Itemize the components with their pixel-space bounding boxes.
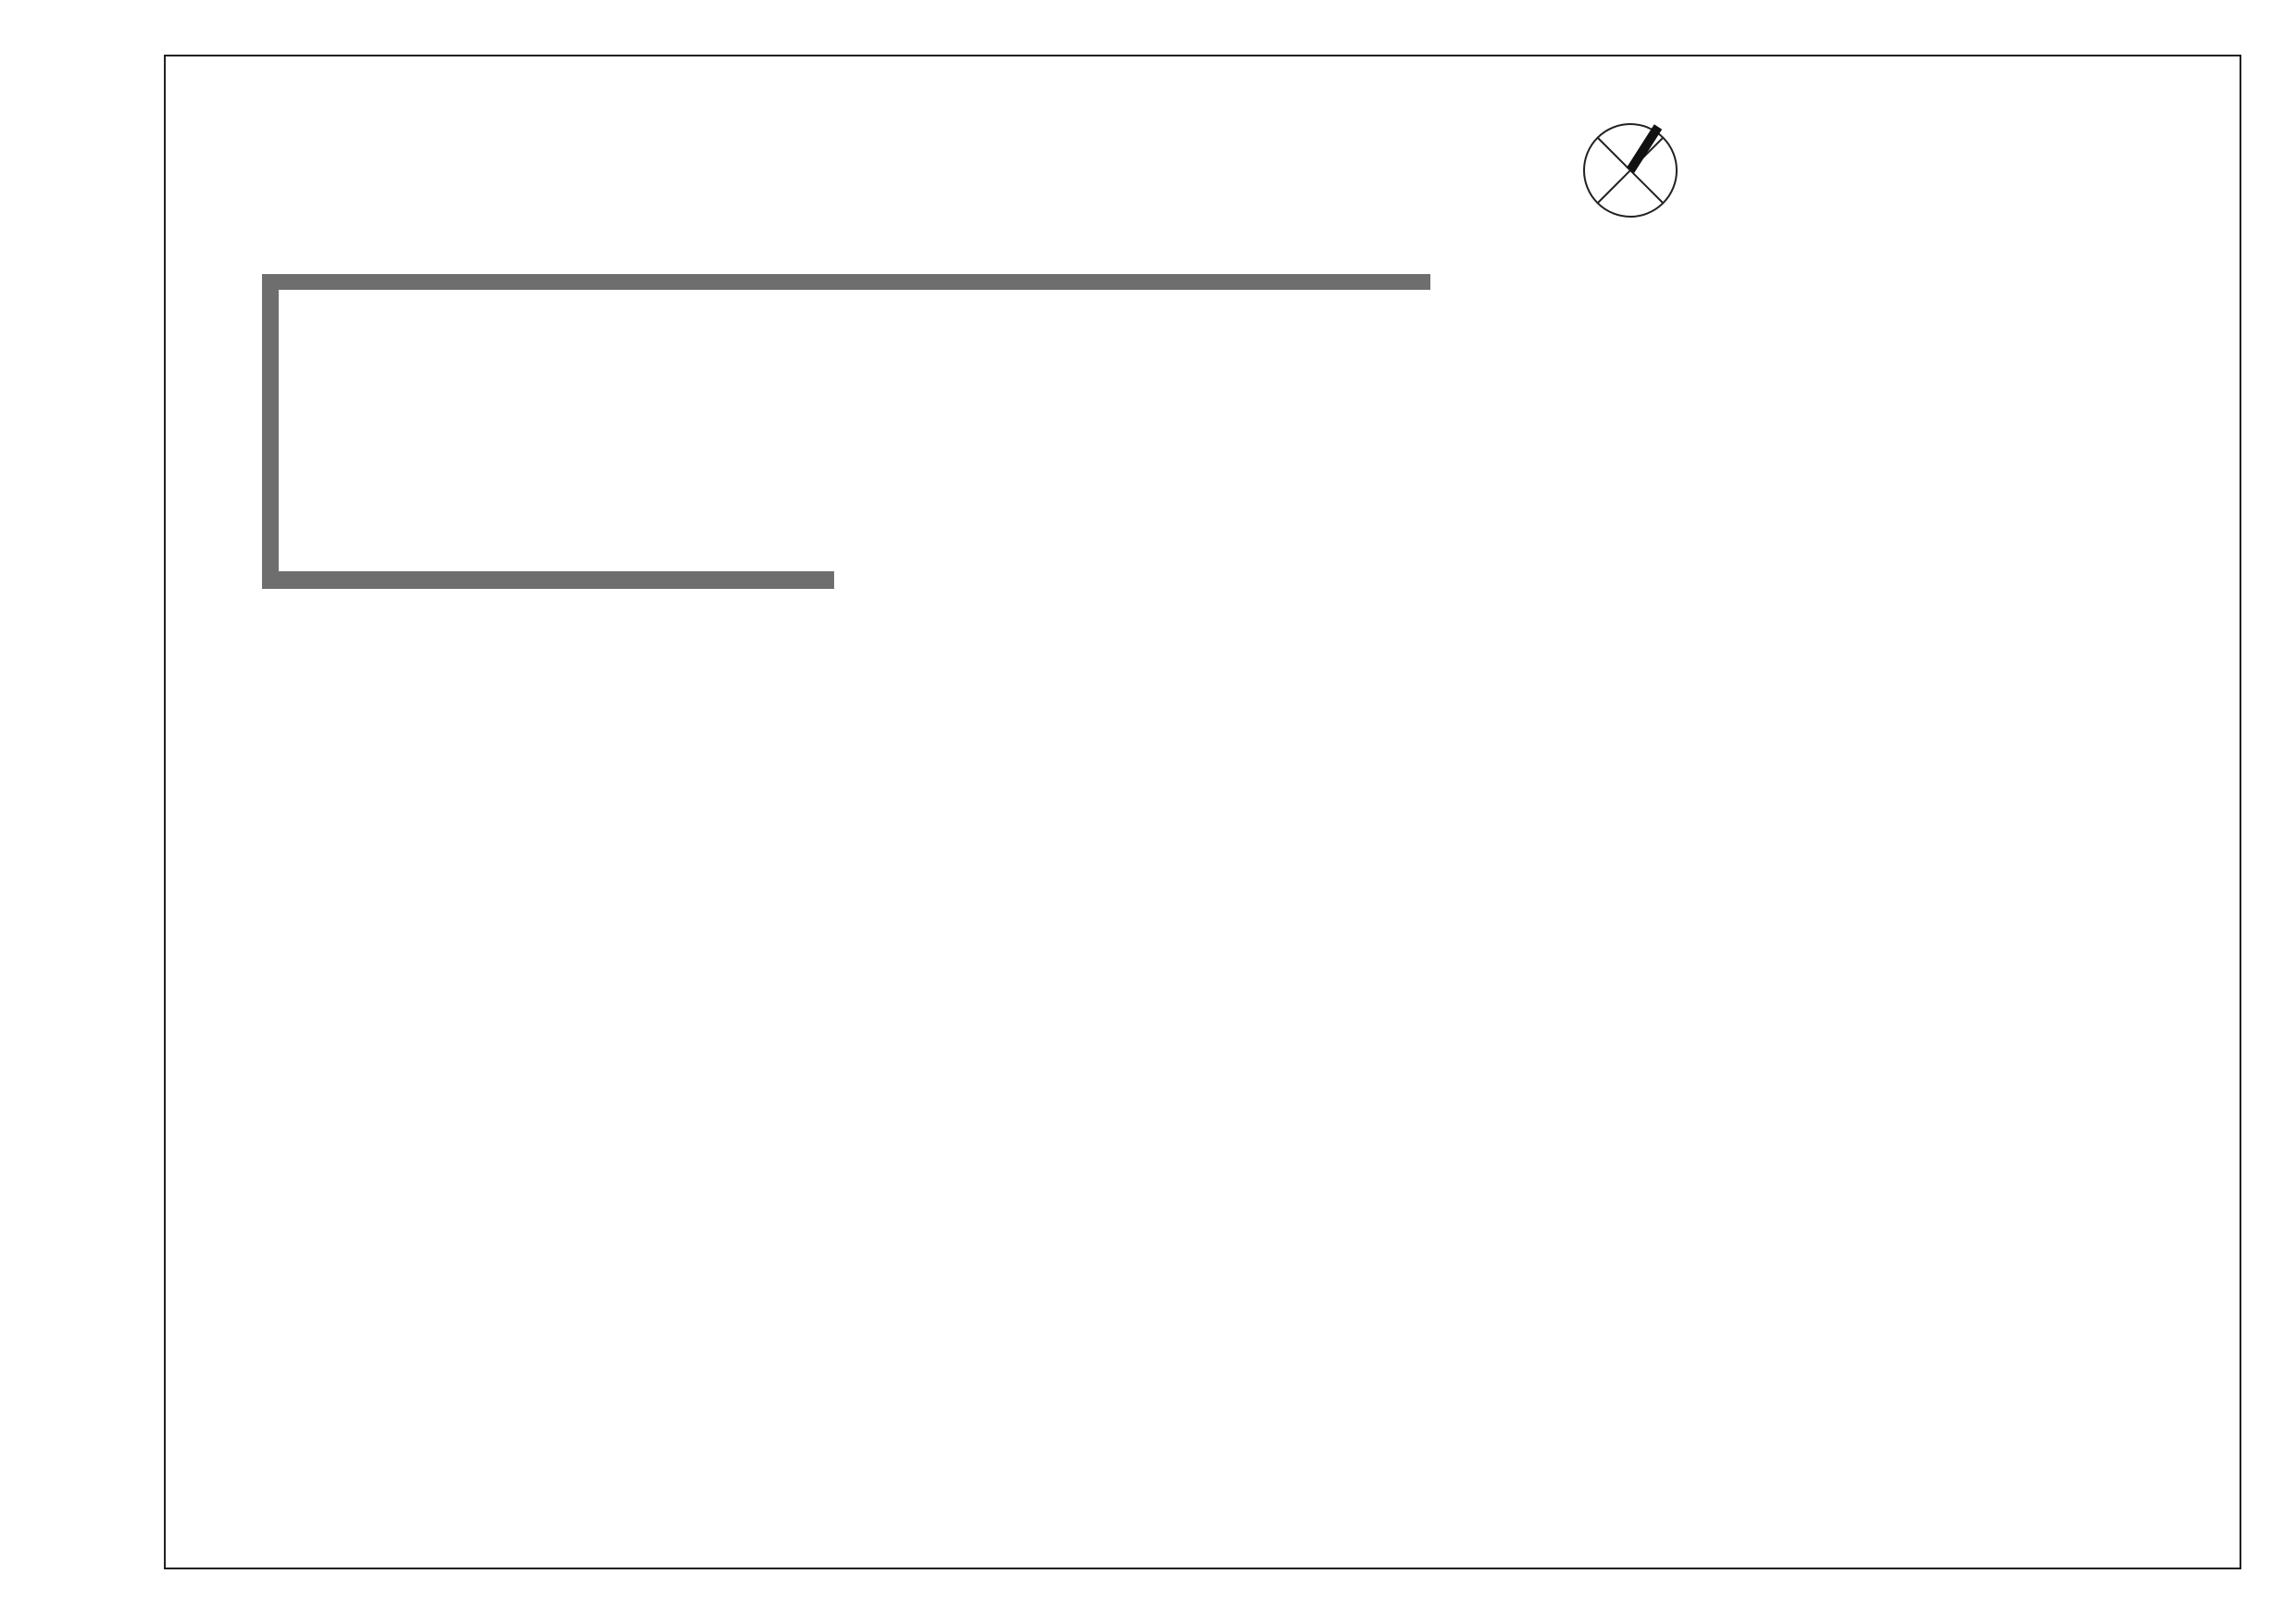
floor-plan-drawing: [164, 55, 1749, 1368]
exterior-walls: [262, 274, 1430, 589]
north-arrow-icon: [1584, 124, 1677, 217]
floor-plan: [164, 55, 1749, 1368]
